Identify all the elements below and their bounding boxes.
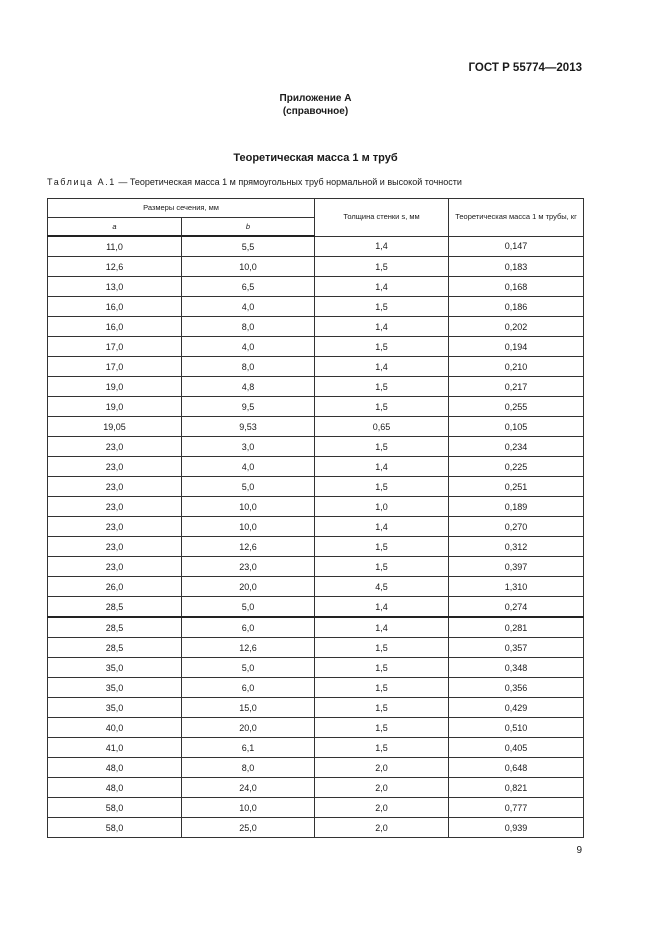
cell-b: 25,0 bbox=[182, 818, 315, 838]
cell-b: 4,0 bbox=[182, 337, 315, 357]
cell-b: 5,0 bbox=[182, 597, 315, 618]
cell-b: 6,1 bbox=[182, 738, 315, 758]
cell-mass: 0,397 bbox=[449, 557, 584, 577]
cell-thickness: 1,5 bbox=[315, 257, 449, 277]
cell-a: 28,5 bbox=[48, 617, 182, 638]
cell-thickness: 1,5 bbox=[315, 397, 449, 417]
table-row bbox=[48, 718, 584, 738]
cell-thickness: 1,5 bbox=[315, 297, 449, 317]
cell-thickness: 1,5 bbox=[315, 537, 449, 557]
annex-type: (справочное) bbox=[282, 106, 349, 117]
cell-mass: 0,168 bbox=[449, 277, 584, 297]
cell-a: 23,0 bbox=[48, 497, 182, 517]
cell-mass: 0,194 bbox=[449, 337, 584, 357]
cell-thickness: 4,5 bbox=[315, 577, 449, 597]
table-row bbox=[48, 437, 584, 457]
cell-a: 16,0 bbox=[48, 317, 182, 337]
cell-mass: 0,510 bbox=[449, 718, 584, 738]
cell-b: 5,5 bbox=[182, 236, 315, 257]
cell-thickness: 1,4 bbox=[315, 517, 449, 537]
cell-a: 23,0 bbox=[48, 477, 182, 497]
cell-thickness: 1,5 bbox=[315, 638, 449, 658]
cell-mass: 0,217 bbox=[449, 377, 584, 397]
cell-a: 26,0 bbox=[48, 577, 182, 597]
cell-thickness: 1,5 bbox=[315, 718, 449, 738]
cell-mass: 0,225 bbox=[449, 457, 584, 477]
cell-a: 23,0 bbox=[48, 537, 182, 557]
cell-thickness: 1,4 bbox=[315, 457, 449, 477]
cell-mass: 0,105 bbox=[449, 417, 584, 437]
table-row bbox=[48, 638, 584, 658]
cell-a: 48,0 bbox=[48, 758, 182, 778]
cell-a: 23,0 bbox=[48, 517, 182, 537]
cell-thickness: 1,4 bbox=[315, 357, 449, 377]
cell-a: 16,0 bbox=[48, 297, 182, 317]
cell-a: 58,0 bbox=[48, 798, 182, 818]
table-row bbox=[48, 317, 584, 337]
cell-a: 19,05 bbox=[48, 417, 182, 437]
table-row bbox=[48, 517, 584, 537]
table-row bbox=[48, 337, 584, 357]
cell-a: 13,0 bbox=[48, 277, 182, 297]
table-row bbox=[48, 497, 584, 517]
cell-mass: 0,255 bbox=[449, 397, 584, 417]
table-row bbox=[48, 477, 584, 497]
cell-b: 20,0 bbox=[182, 718, 315, 738]
table-row bbox=[48, 357, 584, 377]
header-thickness: Толщина стенки s, мм bbox=[315, 199, 449, 237]
cell-b: 24,0 bbox=[182, 778, 315, 798]
table-caption-label: Таблица А.1 bbox=[47, 177, 116, 187]
cell-thickness: 2,0 bbox=[315, 818, 449, 838]
cell-a: 19,0 bbox=[48, 377, 182, 397]
table-row bbox=[48, 277, 584, 297]
table-row bbox=[48, 457, 584, 477]
table-row bbox=[48, 537, 584, 557]
cell-thickness: 1,5 bbox=[315, 738, 449, 758]
cell-b: 8,0 bbox=[182, 357, 315, 377]
cell-thickness: 2,0 bbox=[315, 798, 449, 818]
table-row bbox=[48, 758, 584, 778]
cell-thickness: 1,5 bbox=[315, 437, 449, 457]
cell-a: 58,0 bbox=[48, 818, 182, 838]
cell-thickness: 1,0 bbox=[315, 497, 449, 517]
table-row bbox=[48, 798, 584, 818]
cell-a: 40,0 bbox=[48, 718, 182, 738]
cell-b: 5,0 bbox=[182, 658, 315, 678]
cell-a: 17,0 bbox=[48, 357, 182, 377]
cell-a: 23,0 bbox=[48, 437, 182, 457]
cell-a: 35,0 bbox=[48, 658, 182, 678]
cell-a: 23,0 bbox=[48, 557, 182, 577]
table-caption-text: — Теоретическая масса 1 м прямоугольных труб нормальной и высокой точности bbox=[115, 177, 462, 187]
cell-a: 35,0 bbox=[48, 698, 182, 718]
cell-b: 4,8 bbox=[182, 377, 315, 397]
table-row bbox=[48, 577, 584, 597]
annex-heading bbox=[0, 92, 631, 118]
cell-thickness: 0,65 bbox=[315, 417, 449, 437]
header-mass: Теоретическая масса 1 м трубы, кг bbox=[449, 199, 584, 237]
cell-mass: 0,210 bbox=[449, 357, 584, 377]
cell-a: 23,0 bbox=[48, 457, 182, 477]
table-row bbox=[48, 397, 584, 417]
cell-b: 23,0 bbox=[182, 557, 315, 577]
table-row bbox=[48, 557, 584, 577]
mass-table bbox=[47, 198, 584, 838]
annex-title: Приложение А bbox=[279, 93, 352, 104]
cell-b: 12,6 bbox=[182, 537, 315, 557]
cell-mass: 0,189 bbox=[449, 497, 584, 517]
table-row bbox=[48, 818, 584, 838]
cell-mass: 0,777 bbox=[449, 798, 584, 818]
cell-b: 10,0 bbox=[182, 517, 315, 537]
cell-thickness: 2,0 bbox=[315, 758, 449, 778]
page-number: 9 bbox=[576, 845, 582, 856]
cell-a: 41,0 bbox=[48, 738, 182, 758]
cell-a: 28,5 bbox=[48, 638, 182, 658]
table-row bbox=[48, 597, 584, 618]
cell-b: 12,6 bbox=[182, 638, 315, 658]
cell-b: 4,0 bbox=[182, 457, 315, 477]
cell-b: 10,0 bbox=[182, 798, 315, 818]
cell-b: 8,0 bbox=[182, 758, 315, 778]
cell-mass: 0,183 bbox=[449, 257, 584, 277]
cell-b: 6,0 bbox=[182, 678, 315, 698]
cell-b: 3,0 bbox=[182, 437, 315, 457]
cell-a: 35,0 bbox=[48, 678, 182, 698]
cell-thickness: 1,4 bbox=[315, 236, 449, 257]
cell-mass: 0,234 bbox=[449, 437, 584, 457]
cell-thickness: 1,4 bbox=[315, 617, 449, 638]
cell-mass: 0,405 bbox=[449, 738, 584, 758]
cell-b: 6,0 bbox=[182, 617, 315, 638]
cell-thickness: 1,5 bbox=[315, 557, 449, 577]
cell-b: 6,5 bbox=[182, 277, 315, 297]
cell-thickness: 1,4 bbox=[315, 597, 449, 618]
cell-mass: 0,274 bbox=[449, 597, 584, 618]
cell-thickness: 2,0 bbox=[315, 778, 449, 798]
cell-b: 9,5 bbox=[182, 397, 315, 417]
cell-a: 17,0 bbox=[48, 337, 182, 357]
cell-mass: 0,939 bbox=[449, 818, 584, 838]
cell-mass: 0,270 bbox=[449, 517, 584, 537]
table-row bbox=[48, 257, 584, 277]
cell-mass: 0,281 bbox=[449, 617, 584, 638]
cell-mass: 0,312 bbox=[449, 537, 584, 557]
table-row bbox=[48, 658, 584, 678]
cell-a: 48,0 bbox=[48, 778, 182, 798]
cell-b: 8,0 bbox=[182, 317, 315, 337]
table-row bbox=[48, 678, 584, 698]
cell-mass: 0,348 bbox=[449, 658, 584, 678]
cell-mass: 0,251 bbox=[449, 477, 584, 497]
table-row bbox=[48, 377, 584, 397]
table-body bbox=[48, 236, 584, 838]
cell-mass: 0,429 bbox=[449, 698, 584, 718]
cell-b: 10,0 bbox=[182, 257, 315, 277]
cell-thickness: 1,5 bbox=[315, 698, 449, 718]
cell-mass: 0,648 bbox=[449, 758, 584, 778]
cell-b: 4,0 bbox=[182, 297, 315, 317]
table-row bbox=[48, 738, 584, 758]
header-b: b bbox=[182, 218, 315, 237]
cell-mass: 0,356 bbox=[449, 678, 584, 698]
cell-b: 15,0 bbox=[182, 698, 315, 718]
cell-thickness: 1,5 bbox=[315, 377, 449, 397]
cell-thickness: 1,4 bbox=[315, 277, 449, 297]
table-row bbox=[48, 778, 584, 798]
header-sizes: Размеры сечения, мм bbox=[48, 199, 315, 218]
cell-thickness: 1,5 bbox=[315, 658, 449, 678]
cell-b: 10,0 bbox=[182, 497, 315, 517]
cell-b: 20,0 bbox=[182, 577, 315, 597]
cell-thickness: 1,5 bbox=[315, 477, 449, 497]
document-code: ГОСТ Р 55774—2013 bbox=[468, 62, 582, 74]
cell-a: 28,5 bbox=[48, 597, 182, 618]
cell-mass: 1,310 bbox=[449, 577, 584, 597]
cell-mass: 0,202 bbox=[449, 317, 584, 337]
cell-thickness: 1,5 bbox=[315, 337, 449, 357]
table-row bbox=[48, 236, 584, 257]
cell-b: 5,0 bbox=[182, 477, 315, 497]
cell-b: 9,53 bbox=[182, 417, 315, 437]
section-title: Теоретическая масса 1 м труб bbox=[233, 152, 398, 164]
cell-a: 12,6 bbox=[48, 257, 182, 277]
cell-a: 19,0 bbox=[48, 397, 182, 417]
cell-a: 11,0 bbox=[48, 236, 182, 257]
cell-thickness: 1,4 bbox=[315, 317, 449, 337]
table-row bbox=[48, 698, 584, 718]
table-row bbox=[48, 617, 584, 638]
cell-mass: 0,186 bbox=[449, 297, 584, 317]
table-row bbox=[48, 417, 584, 437]
cell-mass: 0,357 bbox=[449, 638, 584, 658]
table-row bbox=[48, 297, 584, 317]
cell-mass: 0,147 bbox=[449, 236, 584, 257]
cell-thickness: 1,5 bbox=[315, 678, 449, 698]
cell-mass: 0,821 bbox=[449, 778, 584, 798]
table-caption bbox=[47, 177, 462, 187]
header-a: a bbox=[48, 218, 182, 237]
